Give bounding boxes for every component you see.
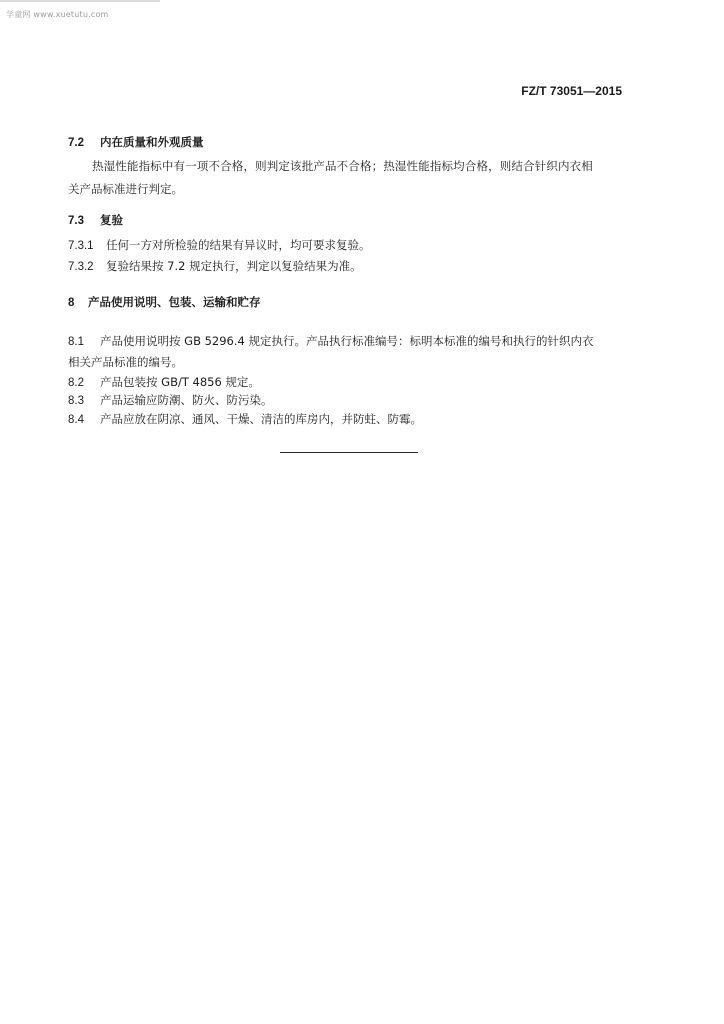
section-title: 复验 (100, 213, 123, 227)
clause-7-3-1 (68, 237, 371, 254)
clause-text: 产品运输应防潮、防火、防污染。 (100, 393, 273, 407)
clause-8-2 (68, 374, 260, 391)
end-of-document-rule (280, 452, 418, 453)
section-title: 内在质量和外观质量 (100, 135, 204, 149)
clause-text: 产品使用说明按 GB 5296.4 规定执行。产品执行标准编号：标明本标准的编号和执行的针织内衣 (100, 334, 594, 348)
clause-number: 8.1 (68, 336, 84, 348)
scan-edge (0, 0, 160, 2)
clause-text: 产品包装按 GB/T 4856 规定。 (100, 375, 260, 389)
section-8-heading (68, 294, 261, 311)
section-7-2-paragraph-line1: 热湿性能指标中有一项不合格，则判定该批产品不合格；热湿性能指标均合格，则结合针织内衣相 (92, 159, 593, 173)
clause-8-1-line2: 相关产品标准的编号。 (68, 355, 183, 369)
clause-text: 任何一方对所检验的结果有异议时，均可要求复验。 (106, 238, 371, 252)
section-7-2-paragraph-line2: 关产品标准进行判定。 (68, 182, 183, 196)
section-number: 7.3 (68, 215, 84, 227)
clause-number: 8.3 (68, 395, 84, 407)
clause-number: 8.4 (68, 414, 84, 426)
section-title: 产品使用说明、包装、运输和贮存 (88, 295, 261, 309)
section-7-3-heading (68, 212, 123, 229)
watermark: 学童网 www.xuetutu.com (6, 10, 109, 19)
clause-number: 7.3.1 (68, 240, 94, 252)
clause-text: 产品应放在阴凉、通风、干燥、清洁的库房内，并防蛀、防霉。 (100, 412, 422, 426)
clause-text: 复验结果按 7.2 规定执行，判定以复验结果为准。 (106, 259, 362, 273)
clause-8-1-line1 (68, 333, 594, 350)
standard-code: FZ/T 73051—2015 (521, 84, 622, 98)
section-number: 8 (68, 297, 75, 309)
clause-8-4 (68, 411, 422, 428)
clause-8-3 (68, 392, 273, 409)
section-number: 7.2 (68, 137, 84, 149)
clause-7-3-2 (68, 258, 362, 275)
section-7-2-heading (68, 134, 204, 151)
clause-number: 7.3.2 (68, 261, 94, 273)
clause-number: 8.2 (68, 377, 84, 389)
